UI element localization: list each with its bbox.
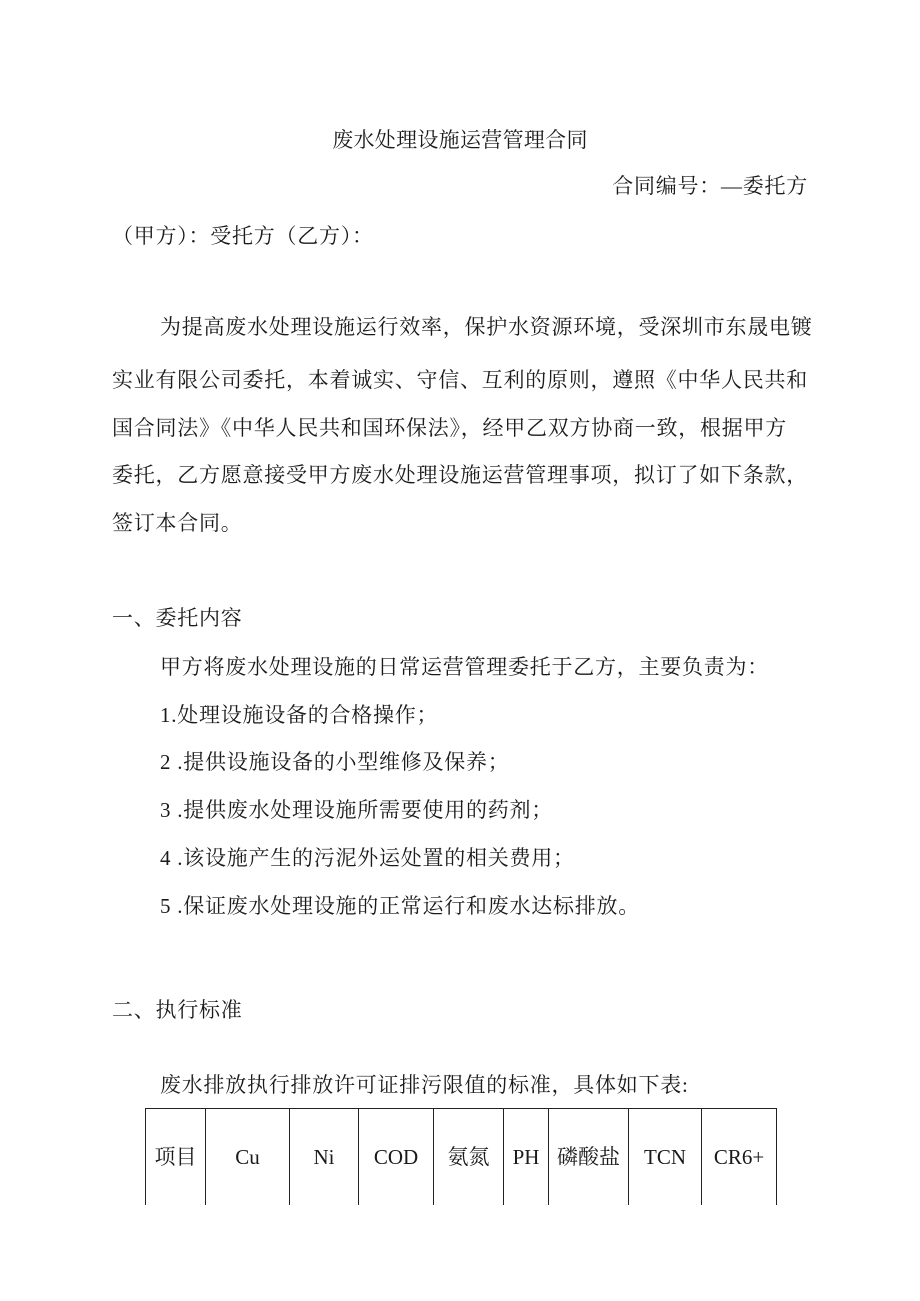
table-header-cell: 氨氮 [434,1109,504,1206]
table-header-cell: 磷酸盐 [549,1109,629,1206]
discharge-standards-table [145,1108,777,1205]
intro-line: 国合同法》《中华人民共和国环保法》，经甲乙双方协商一致，根据甲方 [112,416,787,440]
intro-line: 委托，乙方愿意接受甲方废水处理设施运营管理事项，拟订了如下条款， [112,463,808,487]
intro-line: 为提高废水处理设施运行效率，保护水资源环境，受深圳市东晟电镀 [160,315,813,339]
table-header-cell: CR6+ [702,1109,777,1206]
section-heading: 二、执行标准 [112,998,243,1022]
table-header-row [146,1109,777,1206]
duty-item: 1.处理设施设备的合格操作； [160,703,439,727]
table-header-cell: Cu [206,1109,290,1206]
table-header-cell: 项目 [146,1109,206,1206]
intro-line: 签订本合同。 [112,511,243,535]
duty-item: 2 .提供设施设备的小型维修及保养； [160,750,510,774]
section-lead: 废水排放执行排放许可证排污限值的标准，具体如下表: [160,1073,689,1097]
table-header-cell: Ni [290,1109,359,1206]
parties-line: （甲方）：受托方（乙方）： [112,224,374,248]
table-header-cell: PH [504,1109,549,1206]
duty-item: 3 .提供废水处理设施所需要使用的药剂； [160,798,553,822]
section-heading: 一、委托内容 [112,606,243,630]
duty-item: 4 .该设施产生的污泥外运处置的相关费用； [160,846,575,870]
intro-line: 实业有限公司委托，本着诚实、守信、互利的原则，遵照《中华人民共和 [112,368,808,392]
section-lead: 甲方将废水处理设施的日常运营管理委托于乙方，主要负责为： [160,655,769,679]
duty-item: 5 .保证废水处理设施的正常运行和废水达标排放。 [160,894,640,918]
table-header-cell: TCN [629,1109,702,1206]
document-title: 废水处理设施运营管理合同 [332,128,588,152]
contract-number-line: 合同编号：—委托方 [612,174,808,198]
table-header-cell: COD [359,1109,434,1206]
